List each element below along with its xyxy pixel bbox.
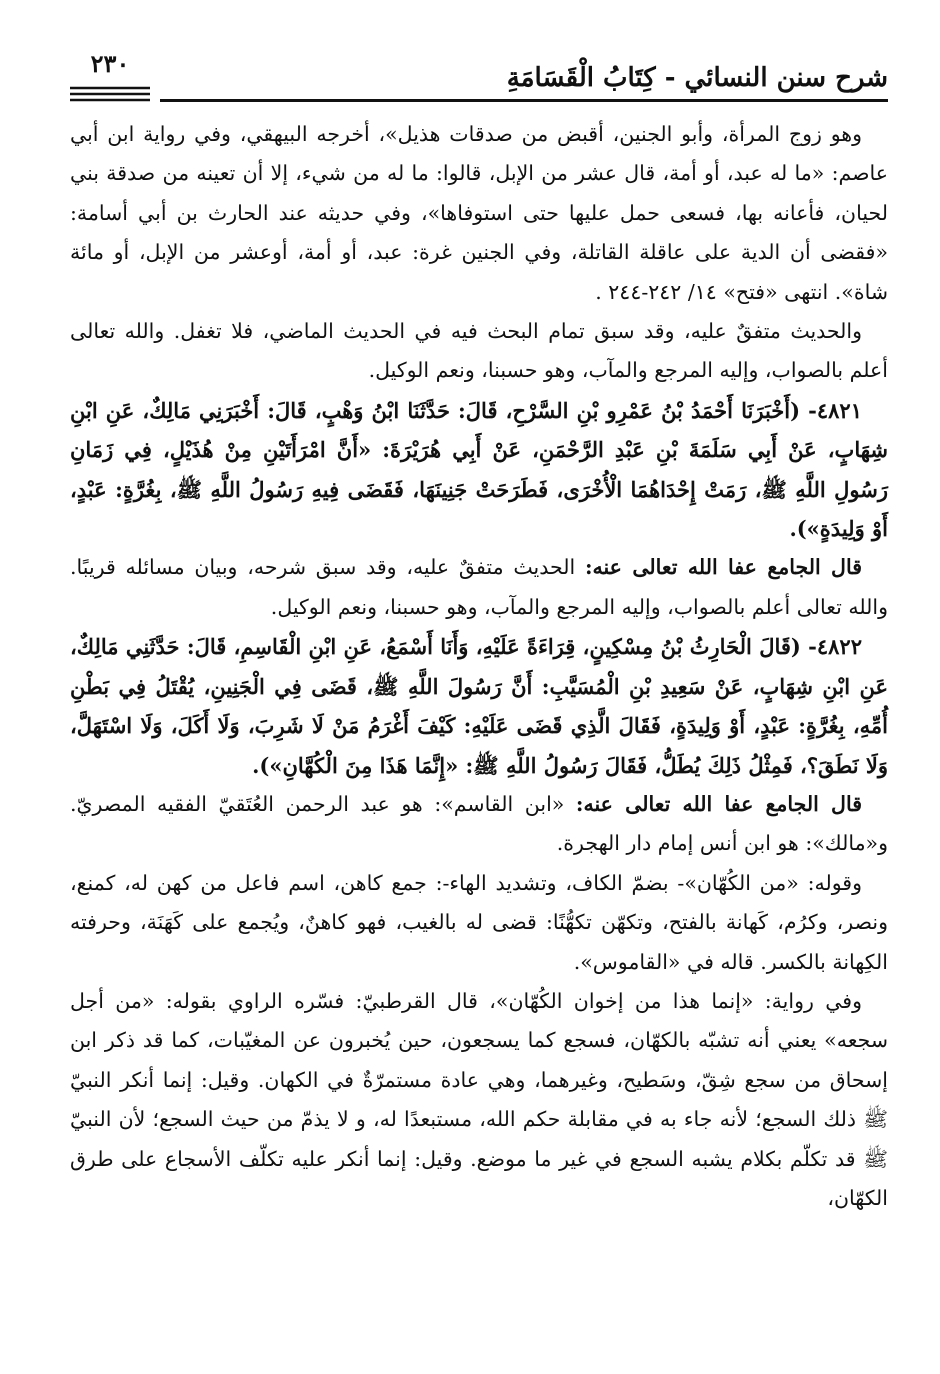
paragraph-8-text: وفي رواية: «إنما هذا من إخوان الكُهّان»، قال القرطبيّ: فسّره الراوي بقوله: «من أجل سجعه» يعني أنه تشبّه بالكهّان، فسجع كما يسجعون، حين يُخبرون عن المغيّبات، كما قد ذكر ابن إسحاق من سجع شِقّ، وسَطيح، وغيرهما، وهي عادة مستمرّةٌ في الكهان. وقيل: إنما أنكر النبيّ ﷺ ذلك السجع؛ لأنه جاء به في مقابلة حكم الله، مستبعدًا له، و لا يذمّ من حيث السجع؛ لأن النبيّ ﷺ قد تكلّم بكلام يشبه السجع في غير ما موضع. وقيل: إنما أنكر عليه تكلّف الأسجاع على طرق الكهّان، [70, 988, 888, 1210]
paragraph-1-text: وهو زوج المرأة، وأبو الجنين، أقبض من صدقات هذيل»، أخرجه البيهقي، وفي رواية ابن أبي عاصم: «ما له عبد، أو أمة، قال عشر من الإبل، قالوا: ما له من شيء، إلا أن تعينه من صدقة بني لحيان، فأعانه بها، فسعى حمل عليها حتى استوفاها»، وفي حديثه عند الحارث بن أبي أسامة: «فقضى أن الدية على عاقلة القاتلة، وفي الجنين غرة: عبد، أو أمة، أوعشر من الإبل، أو مائة شاة». انتهى «فتح» ١٤/ ٢٤٢-٢٤٤ . [70, 122, 888, 304]
header-rule [160, 99, 888, 102]
paragraph-8 [70, 982, 888, 1218]
hadith-4822 [70, 627, 888, 785]
paragraph-2 [70, 312, 888, 391]
paragraph-2-text: والحديث متفقٌ عليه، وقد سبق تمام البحث فيه في الحديث الماضي، فلا تغفل. والله تعالى أعلم بالصواب، وإليه المرجع والمآب، وهو حسبنا، ونعم الوكيل. [70, 319, 888, 383]
book-page [70, 49, 888, 1218]
paragraph-1 [70, 115, 888, 312]
compiler-lead: قال الجامع عفا الله تعالى عنه: [584, 555, 862, 580]
paragraph-7-text: وقوله: «من الكُهّان»- بضمّ الكاف، وتشديد الهاء-: جمع كاهن، اسم فاعل من كهن له، كمنع، ونصر، وكرُم، كَهانة بالفتح، وتكهّن تكهُّنًا: قضى له بالغيب، فهو كاهنٌ، ويُجمع على كَهَنَة، وحرفته الكِهانة بالكسر. قاله في «القاموس». [70, 870, 888, 974]
page-number: ٢٣٠ [90, 49, 130, 78]
compiler-lead: قال الجامع عفا الله تعالى عنه: [575, 791, 862, 816]
hadith-4822-text: ٤٨٢٢- (قَالَ الْحَارِثُ بْنُ مِسْكِينٍ، قِرَاءَةً عَلَيْهِ، وَأَنَا أَسْمَعُ، عَنِ ابْنِ الْقَاسِمِ، قَالَ: حَدَّثَنِي مَالِكٌ، عَنِ ابْنِ شِهَابٍ، عَنْ سَعِيدِ بْنِ الْمُسَيَّبِ: أَنَّ رَسُولَ اللَّهِ ﷺ، قَضَى فِي الْجَنِينِ، يُقْتَلُ فِي بَطْنِ أُمِّهِ، بِغُرَّةٍ: عَبْدٍ، أَوْ وَلِيدَةٍ، فَقَالَ الَّذِي قَضَى عَلَيْهِ: كَيْفَ أَغْرَمُ مَنْ لَا شَرِبَ، وَلَا أَكَلَ، وَلَا اسْتَهَلَّ، وَلَا نَطَقَ؟، فَمِثْلُ ذَلِكَ يُطَلُّ، فَقَالَ رَسُولُ اللَّهِ ﷺ: «إِنَّمَا هَذَا مِنَ الْكُهَّانِ»). [70, 634, 888, 778]
hadith-4821-text: ٤٨٢١- (أَخْبَرَنَا أَحْمَدُ بْنُ عَمْرِو بْنِ السَّرْحِ، قَالَ: حَدَّثَنَا ابْنُ وَهْبٍ، قَالَ: أَخْبَرَنِي مَالِكٌ، عَنِ ابْنِ شِهَابٍ، عَنْ أَبِي سَلَمَةَ بْنِ عَبْدِ الرَّحْمَنِ، عَنْ أَبِي هُرَيْرَةَ: «أَنَّ امْرَأَتَيْنِ مِنْ هُذَيْلٍ، فِي زَمَانِ رَسُولِ اللَّهِ ﷺ، رَمَتْ إِحْدَاهُمَا الْأُخْرَى، فَطَرَحَتْ جَنِينَهَا، فَقَضَى فِيهِ رَسُولُ اللَّهِ ﷺ، بِغُرَّةٍ: عَبْدٍ، أَوْ وَلِيدَةٍ»). [70, 397, 888, 542]
hadith-4821 [70, 391, 888, 549]
paragraph-6-text: «ابن القاسم»: هو عبد الرحمن العُتَقيّ الفقيه المصريّ. و«مالك»: هو ابن أنس إمام دار الهجرة. [70, 791, 888, 856]
page-body [70, 115, 888, 1218]
paragraph-4 [70, 548, 888, 627]
paragraph-4-text: الحديث متفقٌ عليه، وقد سبق شرحه، وبيان مسائله قريبًا. والله تعالى أعلم بالصواب، وإليه المرجع والمآب، وهو حسبنا، ونعم الوكيل. [70, 555, 888, 619]
running-title: شرح سنن النسائي - كِتَابُ الْقَسَامَةِ [506, 63, 888, 93]
paragraph-6 [70, 785, 888, 864]
page-number-ornament [70, 85, 150, 103]
paragraph-7 [70, 864, 888, 982]
page-header [70, 55, 888, 107]
